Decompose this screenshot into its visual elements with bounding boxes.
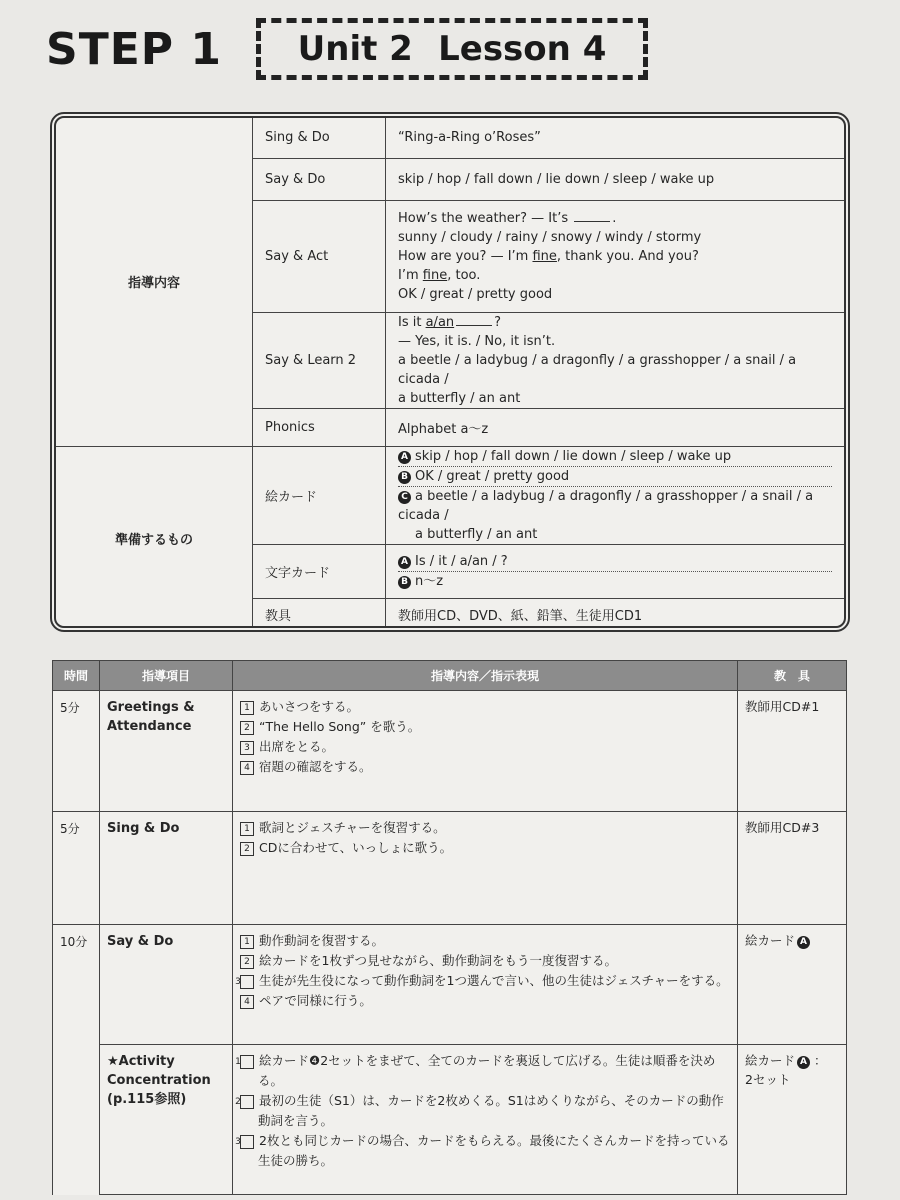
row-item: Sing & Do: [100, 812, 233, 925]
header-tools: 教 具: [738, 661, 847, 691]
header-time: 時間: [53, 661, 100, 691]
category-prep: 準備するもの: [56, 446, 253, 630]
row-item: Say & Do: [100, 925, 233, 1045]
row-item: ★Activity Concentration (p.115参照): [100, 1045, 233, 1195]
row-label-letter-cards: 文字カード: [253, 544, 386, 598]
mark-a-icon: A: [797, 936, 810, 949]
lesson-overview-frame: [50, 112, 850, 632]
row-label-picture-cards: 絵カード: [253, 446, 386, 544]
unit-lesson-box: [256, 18, 648, 80]
mark-a-icon: A: [398, 451, 411, 464]
row-tools: 絵カード A ： 2セット: [738, 1045, 847, 1195]
row-time: 10分: [53, 925, 100, 1195]
mark-a-icon: A: [398, 556, 411, 569]
row-steps: 1 動作動詞を復習する。 2 絵カードを1枚ずつ見せながら、動作動詞をもう一度復習する。 3 生徒が先生役になって動作動詞を1つ選んで言い、他の生徒はジェスチャーをする。 4 ペアで同様に行う。: [233, 925, 738, 1045]
row-label-say-act: Say & Act: [253, 200, 386, 312]
table-row: [53, 925, 847, 1045]
lesson-plan-table: [52, 660, 847, 1195]
row-tools: 教師用CD#3: [738, 812, 847, 925]
row-label-say-do: Say & Do: [253, 158, 386, 200]
lesson-label: Lesson 4: [438, 29, 607, 69]
lesson-overview-table: [56, 118, 844, 631]
row-value-say-do: skip / hop / fall down / lie down / sleep / wake up: [386, 158, 845, 200]
row-tools: 教師用CD#1: [738, 691, 847, 812]
row-tools: 絵カード A: [738, 925, 847, 1045]
mark-a-icon: A: [797, 1056, 810, 1069]
row-label-phonics: Phonics: [253, 408, 386, 446]
table-row: [53, 812, 847, 925]
row-value-say-act: How’s the weather? — It’s . sunny / cloudy / rainy / snowy / windy / stormy How are you? — I’m fine, thank you. And you? I’m fine, too. OK / great / pretty good: [386, 200, 845, 312]
row-label-materials: 教具: [253, 598, 386, 630]
step-label: STEP 1: [46, 24, 222, 75]
row-value-letter-cards: A Is / it / a/an / ? B n～z: [386, 544, 845, 598]
row-steps: 1 歌詞とジェスチャーを復習する。 2 CDに合わせて、いっしょに歌う。: [233, 812, 738, 925]
table-row: [53, 691, 847, 812]
mark-b-icon: B: [398, 471, 411, 484]
table-row: [53, 1045, 847, 1195]
row-steps: 1 絵カード❹2セットをまぜて、全てのカードを裏返して広げる。生徒は順番を決める。 2 最初の生徒（S1）は、カードを2枚めくる。S1はめくりながら、そのカードの動作動詞を言う。 3 2枚とも同じカードの場合、カードをもらえる。最後にたくさんカードを持っている生徒の勝ち。: [233, 1045, 738, 1195]
row-value-sing-do: “Ring-a-Ring o’Roses”: [386, 118, 845, 158]
row-time: 5分: [53, 812, 100, 925]
row-label-sing-do: Sing & Do: [253, 118, 386, 158]
mark-c-icon: C: [398, 491, 411, 504]
row-value-say-learn: Is it a/an ? — Yes, it is. / No, it isn’t. a beetle / a ladybug / a dragonfly / a grasshopper / a snail / a cicada / a butterfly / an ant: [386, 312, 845, 408]
row-value-materials: 教師用CD、DVD、紙、鉛筆、生徒用CD1: [386, 598, 845, 630]
row-label-say-learn: Say & Learn 2: [253, 312, 386, 408]
mark-b-icon: B: [398, 576, 411, 589]
row-item: Greetings & Attendance: [100, 691, 233, 812]
header-item: 指導項目: [100, 661, 233, 691]
category-content: 指導内容: [56, 118, 253, 446]
row-time: 5分: [53, 691, 100, 812]
header-content: 指導内容／指示表現: [233, 661, 738, 691]
unit-label: Unit 2: [297, 29, 413, 69]
row-steps: 1 あいさつをする。 2 “The Hello Song” を歌う。 3 出席をとる。 4 宿題の確認をする。: [233, 691, 738, 812]
row-value-picture-cards: A skip / hop / fall down / lie down / sleep / wake up B OK / great / pretty good C a beetle / a ladybug / a dragonfly / a grasshopper / a snail / a cicada / a butterfly / an ant: [386, 446, 845, 544]
row-value-phonics: Alphabet a～z: [386, 408, 845, 446]
